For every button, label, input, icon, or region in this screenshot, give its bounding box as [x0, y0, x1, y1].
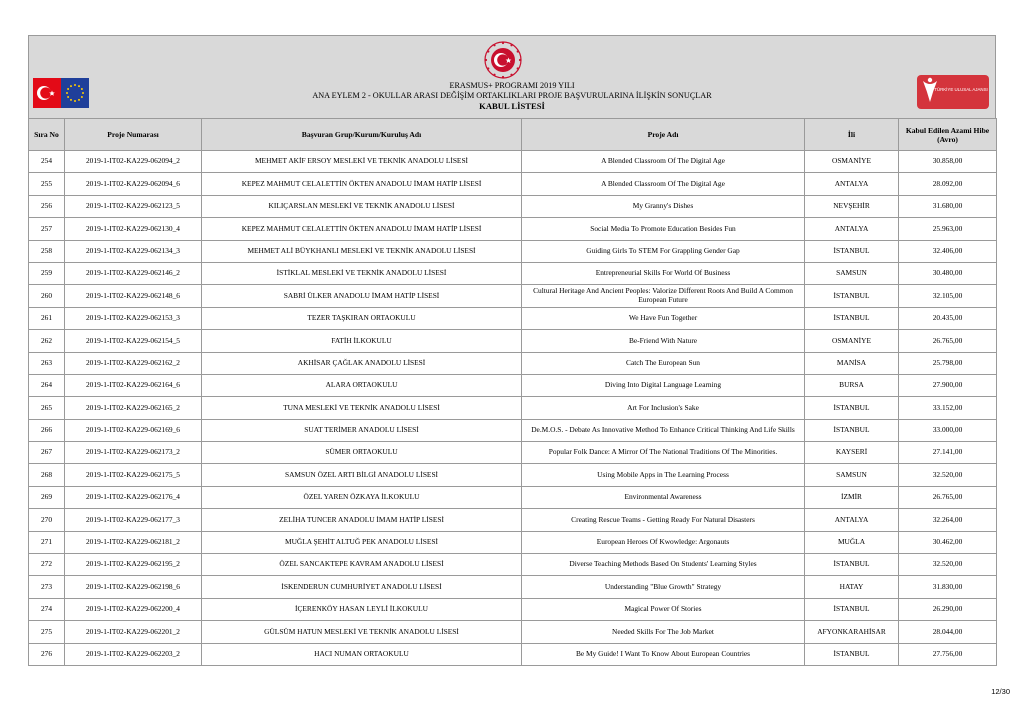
cell-hibe: 27.141,00	[899, 442, 997, 464]
cell-hibe: 25.798,00	[899, 352, 997, 374]
table-row	[29, 554, 997, 576]
cell-sira: 257	[29, 218, 65, 240]
cell-il: İSTANBUL	[805, 643, 899, 665]
cell-sira: 266	[29, 419, 65, 441]
cell-hibe: 26.290,00	[899, 598, 997, 620]
col-header-il: İli	[805, 119, 899, 151]
cell-proje-adi: Diving Into Digital Language Learning	[522, 374, 805, 396]
cell-il: İSTANBUL	[805, 598, 899, 620]
cell-hibe: 32.406,00	[899, 240, 997, 262]
cell-hibe: 28.044,00	[899, 621, 997, 643]
cell-il: OSMANİYE	[805, 330, 899, 352]
table-row	[29, 374, 997, 396]
cell-kurum: KEPEZ MAHMUT CELALETTİN ÖKTEN ANADOLU İMAM HATİP LİSESİ	[202, 173, 522, 195]
cell-hibe: 32.520,00	[899, 554, 997, 576]
cell-proje-no: 2019-1-IT02-KA229-062176_4	[65, 486, 202, 508]
cell-proje-no: 2019-1-IT02-KA229-062173_2	[65, 442, 202, 464]
cell-hibe: 32.105,00	[899, 285, 997, 307]
document-header	[28, 35, 996, 118]
cell-proje-no: 2019-1-IT02-KA229-062195_2	[65, 554, 202, 576]
cell-proje-no: 2019-1-IT02-KA229-062148_6	[65, 285, 202, 307]
cell-sira: 274	[29, 598, 65, 620]
cell-kurum: FATİH İLKOKULU	[202, 330, 522, 352]
cell-proje-adi: Diverse Teaching Methods Based On Students' Learning Styles	[522, 554, 805, 576]
table-row	[29, 218, 997, 240]
cell-il: NEVŞEHİR	[805, 195, 899, 217]
cell-hibe: 32.264,00	[899, 509, 997, 531]
cell-proje-adi: Cultural Heritage And Ancient Peoples: Valorize Different Roots And Build A Common European Future	[522, 285, 805, 307]
cell-proje-no: 2019-1-IT02-KA229-062146_2	[65, 262, 202, 284]
table-row	[29, 486, 997, 508]
cell-kurum: İSKENDERUN CUMHURİYET ANADOLU LİSESİ	[202, 576, 522, 598]
cell-hibe: 32.520,00	[899, 464, 997, 486]
cell-proje-no: 2019-1-IT02-KA229-062177_3	[65, 509, 202, 531]
cell-kurum: AKHİSAR ÇAĞLAK ANADOLU LİSESİ	[202, 352, 522, 374]
cell-hibe: 30.480,00	[899, 262, 997, 284]
table-row	[29, 643, 997, 665]
col-header-proje-adi: Proje Adı	[522, 119, 805, 151]
table-row	[29, 621, 997, 643]
cell-il: ANTALYA	[805, 218, 899, 240]
page-number: 12/30	[991, 687, 1010, 696]
table-row	[29, 576, 997, 598]
cell-hibe: 31.680,00	[899, 195, 997, 217]
cell-sira: 273	[29, 576, 65, 598]
cell-hibe: 30.462,00	[899, 531, 997, 553]
cell-sira: 262	[29, 330, 65, 352]
cell-kurum: İSTİKLAL MESLEKİ VE TEKNİK ANADOLU LİSESİ	[202, 262, 522, 284]
cell-sira: 267	[29, 442, 65, 464]
table-row	[29, 330, 997, 352]
cell-il: MUĞLA	[805, 531, 899, 553]
table-row	[29, 285, 997, 307]
cell-hibe: 33.152,00	[899, 397, 997, 419]
cell-proje-no: 2019-1-IT02-KA229-062198_6	[65, 576, 202, 598]
cell-kurum: ÖZEL YAREN ÖZKAYA İLKOKULU	[202, 486, 522, 508]
cell-proje-no: 2019-1-IT02-KA229-062181_2	[65, 531, 202, 553]
cell-proje-adi: Popular Folk Dance: A Mirror Of The National Traditions Of The Minorities.	[522, 442, 805, 464]
cell-hibe: 28.092,00	[899, 173, 997, 195]
cell-proje-adi: Entrepreneurial Skills For World Of Business	[522, 262, 805, 284]
cell-sira: 261	[29, 307, 65, 329]
table-row	[29, 442, 997, 464]
cell-proje-no: 2019-1-IT02-KA229-062165_2	[65, 397, 202, 419]
title-line-3: KABUL LİSTESİ	[479, 101, 545, 111]
table-row	[29, 307, 997, 329]
cell-il: ANTALYA	[805, 173, 899, 195]
cell-proje-adi: A Blended Classroom Of The Digital Age	[522, 151, 805, 173]
cell-kurum: KEPEZ MAHMUT CELALETTİN ÖKTEN ANADOLU İMAM HATİP LİSESİ	[202, 218, 522, 240]
table-row	[29, 397, 997, 419]
cell-kurum: KILIÇARSLAN MESLEKİ VE TEKNİK ANADOLU LİSESİ	[202, 195, 522, 217]
cell-kurum: İÇERENKÖY HASAN LEYLİ İLKOKULU	[202, 598, 522, 620]
cell-hibe: 26.765,00	[899, 486, 997, 508]
cell-il: ANTALYA	[805, 509, 899, 531]
cell-sira: 258	[29, 240, 65, 262]
cell-sira: 260	[29, 285, 65, 307]
cell-il: İSTANBUL	[805, 397, 899, 419]
cell-kurum: SABRİ ÜLKER ANADOLU İMAM HATİP LİSESİ	[202, 285, 522, 307]
col-header-hibe: Kabul Edilen Azami Hibe (Avro)	[899, 119, 997, 151]
cell-proje-adi: Creating Rescue Teams - Getting Ready For Natural Disasters	[522, 509, 805, 531]
cell-proje-adi: Catch The European Sun	[522, 352, 805, 374]
cell-il: SAMSUN	[805, 464, 899, 486]
svg-text:TÜRKİYE ULUSAL AJANSI: TÜRKİYE ULUSAL AJANSI	[934, 87, 988, 92]
cell-proje-adi: A Blended Classroom Of The Digital Age	[522, 173, 805, 195]
cell-il: İSTANBUL	[805, 554, 899, 576]
cell-sira: 271	[29, 531, 65, 553]
cell-il: İSTANBUL	[805, 240, 899, 262]
cell-hibe: 31.830,00	[899, 576, 997, 598]
table-row	[29, 195, 997, 217]
table-row	[29, 464, 997, 486]
cell-hibe: 26.765,00	[899, 330, 997, 352]
cell-sira: 259	[29, 262, 65, 284]
state-emblem-icon	[483, 40, 523, 80]
cell-hibe: 30.858,00	[899, 151, 997, 173]
cell-proje-adi: Social Media To Promote Education Besides Fun	[522, 218, 805, 240]
cell-il: HATAY	[805, 576, 899, 598]
cell-il: OSMANİYE	[805, 151, 899, 173]
cell-kurum: MEHMET ALİ BÜYKHANLI MESLEKİ VE TEKNİK ANADOLU LİSESİ	[202, 240, 522, 262]
cell-sira: 254	[29, 151, 65, 173]
cell-proje-adi: Needed Skills For The Job Market	[522, 621, 805, 643]
cell-sira: 256	[29, 195, 65, 217]
cell-sira: 265	[29, 397, 65, 419]
cell-proje-no: 2019-1-IT02-KA229-062175_5	[65, 464, 202, 486]
cell-proje-adi: De.M.O.S. - Debate As Innovative Method To Enhance Critical Thinking And Life Skills	[522, 419, 805, 441]
cell-proje-no: 2019-1-IT02-KA229-062162_2	[65, 352, 202, 374]
cell-proje-no: 2019-1-IT02-KA229-062130_4	[65, 218, 202, 240]
cell-proje-no: 2019-1-IT02-KA229-062094_6	[65, 173, 202, 195]
cell-proje-adi: My Granny's Dishes	[522, 195, 805, 217]
cell-kurum: TUNA MESLEKİ VE TEKNİK ANADOLU LİSESİ	[202, 397, 522, 419]
table-row	[29, 598, 997, 620]
cell-proje-adi: Guiding Girls To STEM For Grappling Gender Gap	[522, 240, 805, 262]
cell-proje-no: 2019-1-IT02-KA229-062203_2	[65, 643, 202, 665]
col-header-kurum: Başvuran Grup/Kurum/Kuruluş Adı	[202, 119, 522, 151]
cell-proje-no: 2019-1-IT02-KA229-062094_2	[65, 151, 202, 173]
cell-il: BURSA	[805, 374, 899, 396]
cell-sira: 268	[29, 464, 65, 486]
cell-kurum: GÜLSÜM HATUN MESLEKİ VE TEKNİK ANADOLU LİSESİ	[202, 621, 522, 643]
cell-sira: 264	[29, 374, 65, 396]
table-row	[29, 531, 997, 553]
table-row	[29, 240, 997, 262]
cell-kurum: SÜMER ORTAOKULU	[202, 442, 522, 464]
cell-kurum: TEZER TAŞKIRAN ORTAOKULU	[202, 307, 522, 329]
cell-kurum: ÖZEL SANCAKTEPE KAVRAM ANADOLU LİSESİ	[202, 554, 522, 576]
cell-il: KAYSERİ	[805, 442, 899, 464]
cell-sira: 275	[29, 621, 65, 643]
col-header-sira: Sıra No	[29, 119, 65, 151]
cell-hibe: 25.963,00	[899, 218, 997, 240]
cell-kurum: SUAT TERİMER ANADOLU LİSESİ	[202, 419, 522, 441]
document-title	[29, 81, 995, 111]
title-line-2: ANA EYLEM 2 - OKULLAR ARASI DEĞİŞİM ORTAKLIKLARI PROJE BAŞVURULARINA İLİŞKİN SONUÇLAR	[312, 91, 712, 100]
cell-sira: 276	[29, 643, 65, 665]
table-row	[29, 173, 997, 195]
cell-proje-no: 2019-1-IT02-KA229-062201_2	[65, 621, 202, 643]
document-sheet	[28, 35, 996, 666]
cell-proje-no: 2019-1-IT02-KA229-062169_6	[65, 419, 202, 441]
cell-sira: 263	[29, 352, 65, 374]
cell-kurum: ALARA ORTAOKULU	[202, 374, 522, 396]
cell-proje-adi: Be-Friend With Nature	[522, 330, 805, 352]
cell-kurum: ZELİHA TUNCER ANADOLU İMAM HATİP LİSESİ	[202, 509, 522, 531]
cell-proje-no: 2019-1-IT02-KA229-062200_4	[65, 598, 202, 620]
col-header-proje-no: Proje Numarası	[65, 119, 202, 151]
cell-proje-adi: European Heroes Of Kwowledge: Argonauts	[522, 531, 805, 553]
cell-il: İSTANBUL	[805, 285, 899, 307]
cell-proje-no: 2019-1-IT02-KA229-062164_6	[65, 374, 202, 396]
cell-sira: 255	[29, 173, 65, 195]
cell-proje-adi: Understanding "Blue Growth" Strategy	[522, 576, 805, 598]
table-row	[29, 509, 997, 531]
cell-proje-adi: Be My Guide! I Want To Know About European Countries	[522, 643, 805, 665]
cell-proje-adi: Art For Inclusion's Sake	[522, 397, 805, 419]
cell-kurum: MUĞLA ŞEHİT ALTUĞ PEK ANADOLU LİSESİ	[202, 531, 522, 553]
cell-hibe: 20.435,00	[899, 307, 997, 329]
cell-il: İSTANBUL	[805, 419, 899, 441]
cell-il: İZMİR	[805, 486, 899, 508]
cell-proje-adi: Magical Power Of Stories	[522, 598, 805, 620]
table-row	[29, 419, 997, 441]
cell-sira: 269	[29, 486, 65, 508]
cell-il: İSTANBUL	[805, 307, 899, 329]
cell-proje-adi: We Have Fun Together	[522, 307, 805, 329]
cell-il: SAMSUN	[805, 262, 899, 284]
cell-proje-no: 2019-1-IT02-KA229-062134_3	[65, 240, 202, 262]
cell-proje-no: 2019-1-IT02-KA229-062123_5	[65, 195, 202, 217]
table-header-row	[29, 119, 997, 151]
cell-sira: 270	[29, 509, 65, 531]
table-row	[29, 262, 997, 284]
cell-hibe: 27.756,00	[899, 643, 997, 665]
title-line-1: ERASMUS+ PROGRAMI 2019 YILI	[449, 81, 575, 90]
cell-kurum: HACI NUMAN ORTAOKULU	[202, 643, 522, 665]
cell-il: AFYONKARAHİSAR	[805, 621, 899, 643]
table-row	[29, 151, 997, 173]
cell-proje-adi: Environmental Awareness	[522, 486, 805, 508]
cell-proje-adi: Using Mobile Apps in The Learning Process	[522, 464, 805, 486]
table-row	[29, 352, 997, 374]
acceptance-table	[28, 118, 997, 666]
cell-proje-no: 2019-1-IT02-KA229-062154_5	[65, 330, 202, 352]
cell-il: MANİSA	[805, 352, 899, 374]
cell-proje-no: 2019-1-IT02-KA229-062153_3	[65, 307, 202, 329]
cell-hibe: 27.900,00	[899, 374, 997, 396]
cell-kurum: SAMSUN ÖZEL ARTI BİLGİ ANADOLU LİSESİ	[202, 464, 522, 486]
cell-hibe: 33.000,00	[899, 419, 997, 441]
cell-sira: 272	[29, 554, 65, 576]
cell-kurum: MEHMET AKİF ERSOY MESLEKİ VE TEKNİK ANADOLU LİSESİ	[202, 151, 522, 173]
